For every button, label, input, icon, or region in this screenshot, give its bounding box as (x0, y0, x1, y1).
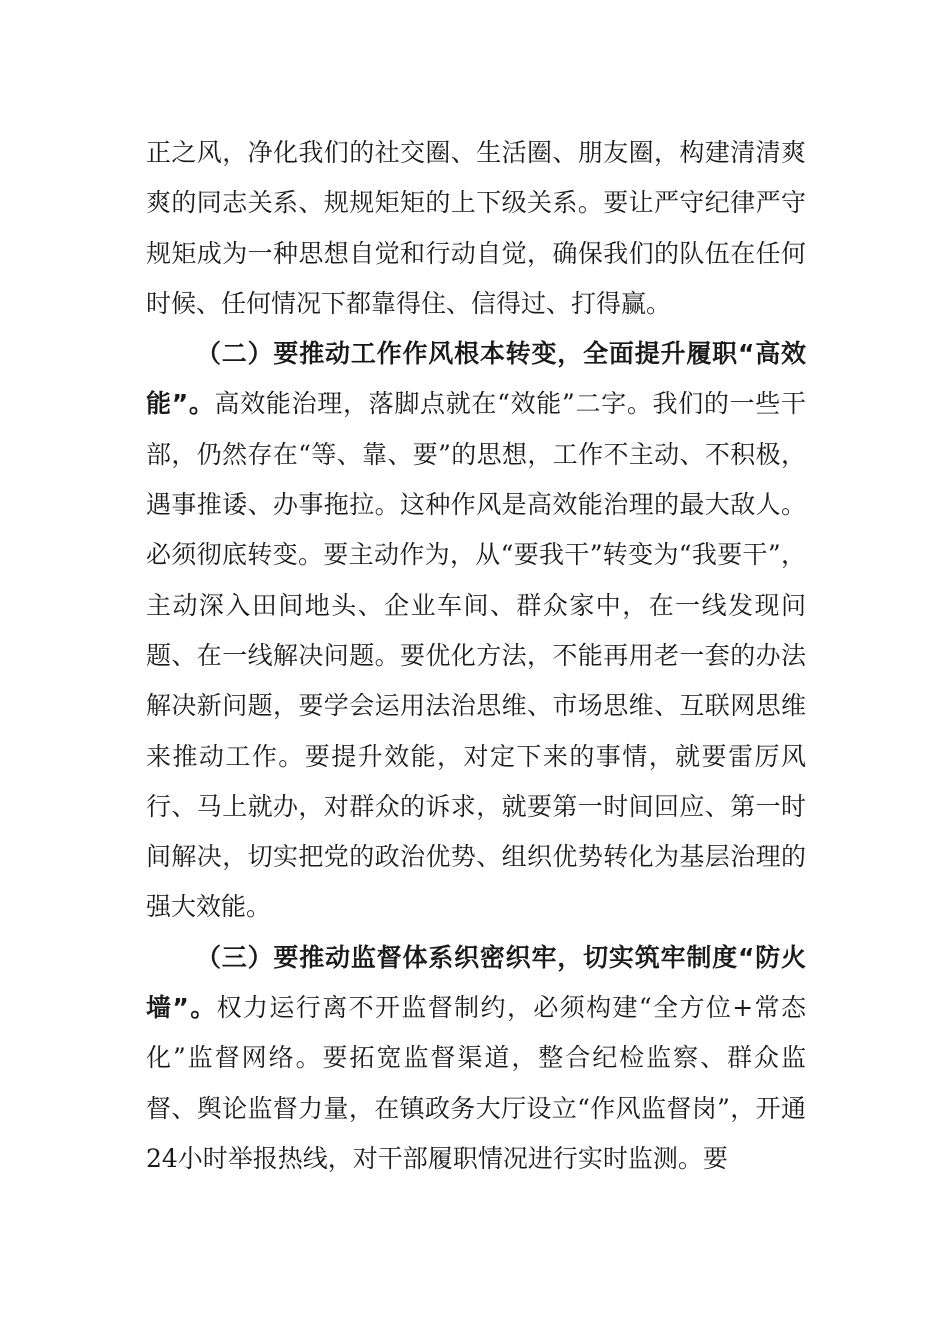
paragraph-3-body: 权力运行离不开监督制约，必须构建“全方位+常态化”监督网络。要拓宽监督渠道，整合纪检监察、群众监督、舆论监督力量，在镇政务大厅设立“作风监督岗”，开通24小时举报热线，对干部履职情况进行实时监测。要 (146, 993, 807, 1173)
paragraph-2-body: 高效能治理，落脚点就在“效能”二字。我们的一些干部，仍然存在“等、靠、要”的思想，工作不主动、不积极，遇事推诿、办事拖拉。这种作风是高效能治理的最大敌人。必须彻底转变。要主动作为，从“要我干”转变为“我要干”，主动深入田间地头、企业车间、群众家中，在一线发现问题、在一线解决问题。要优化方法，不能再用老一套的办法解决新问题，要学会运用法治思维、市场思维、互联网思维来推动工作。要提升效能，对定下来的事情，就要雷厉风行、马上就办，对群众的诉求，就要第一时间回应、第一时间解决，切实把党的政治优势、组织优势转化为基层治理的强大效能。 (146, 389, 806, 922)
paragraph-2-heading: （二）要推动工作作风根本转变，全面提升履职“高效能”。 (146, 339, 806, 419)
paragraph-1 (146, 128, 806, 329)
paragraph-3 (146, 933, 806, 1184)
document-body (146, 128, 806, 1184)
paragraph-3-heading: （三）要推动监督体系织密织牢，切实筑牢制度“防火墙”。 (146, 942, 806, 1023)
paragraph-2 (146, 329, 806, 933)
paragraph-1-body: 正之风，净化我们的社交圈、生活圈、朋友圈，构建清清爽爽的同志关系、规规矩矩的上下级关系。要让严守纪律严守规矩成为一种思想自觉和行动自觉，确保我们的队伍在任何时候、任何情况下都靠得住、信得过、打得赢。 (146, 138, 806, 318)
